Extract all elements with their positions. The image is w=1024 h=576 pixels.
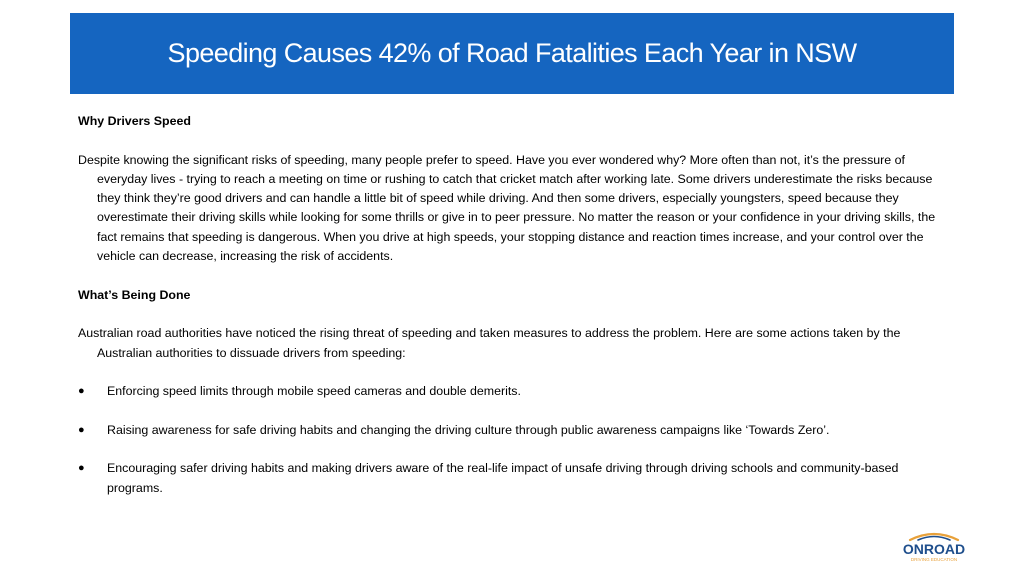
logo-arc-inner [918, 537, 950, 541]
list-item-text: Raising awareness for safe driving habits and changing the driving culture through public awareness campaigns like ‘Towards Zero’. [107, 422, 830, 437]
spacer [78, 266, 948, 285]
bullet-icon: ● [78, 462, 85, 475]
why-drivers-speed-paragraph: Despite knowing the significant risks of speeding, many people prefer to speed. Have you ever wondered why? More often than not, it’s the pressure of everyday lives - trying to reach a meeting on time or rushing to catch that cricket match after working late. Some drivers underestimate the risks because they think they’re good drivers and can handle a little bit of speed while driving. And then some drivers, especially youngsters, speed because they overestimate their driving skills while looking for some thrills or give in to peer pressure. No matter the reason or your confidence in your driving skills, the fact remains that speeding is dangerous. When you drive at high speeds, your stopping distance and reaction times increase, and your control over the vehicle can decrease, increasing the risk of accidents. [78, 152, 936, 264]
list-item-text: Enforcing speed limits through mobile speed cameras and double demerits. [107, 384, 521, 399]
section-heading-why-drivers-speed: Why Drivers Speed [78, 114, 191, 128]
spacer [78, 305, 948, 324]
list-item [78, 459, 948, 498]
logo-tagline: DRIVING EDUCATION [910, 557, 958, 562]
onroad-logo [896, 530, 972, 564]
spacer [78, 131, 948, 150]
whats-being-done-paragraph: Australian road authorities have noticed the rising threat of speeding and taken measures to address the problem. Here are some actions taken by the Australian authorities to dissuade drivers from speeding: [78, 326, 901, 360]
spacer [78, 440, 948, 459]
section-heading-whats-being-done: What’s Being Done [78, 287, 191, 302]
actions-list [78, 382, 948, 498]
list-item [78, 421, 948, 440]
onroad-logo-icon [896, 530, 972, 564]
list-item [78, 382, 948, 401]
bullet-icon: ● [78, 385, 85, 398]
main-content [78, 112, 948, 498]
spacer [78, 401, 948, 420]
title-banner [70, 13, 954, 94]
bullet-icon: ● [78, 423, 85, 436]
list-item-text: Encouraging safer driving habits and making drivers aware of the real-life impact of unsafe driving through driving schools and community-based programs. [107, 461, 899, 495]
logo-wordmark: ONROAD [902, 541, 966, 557]
page-title: Speeding Causes 42% of Road Fatalities Each Year in NSW [167, 38, 857, 68]
spacer [78, 363, 948, 382]
